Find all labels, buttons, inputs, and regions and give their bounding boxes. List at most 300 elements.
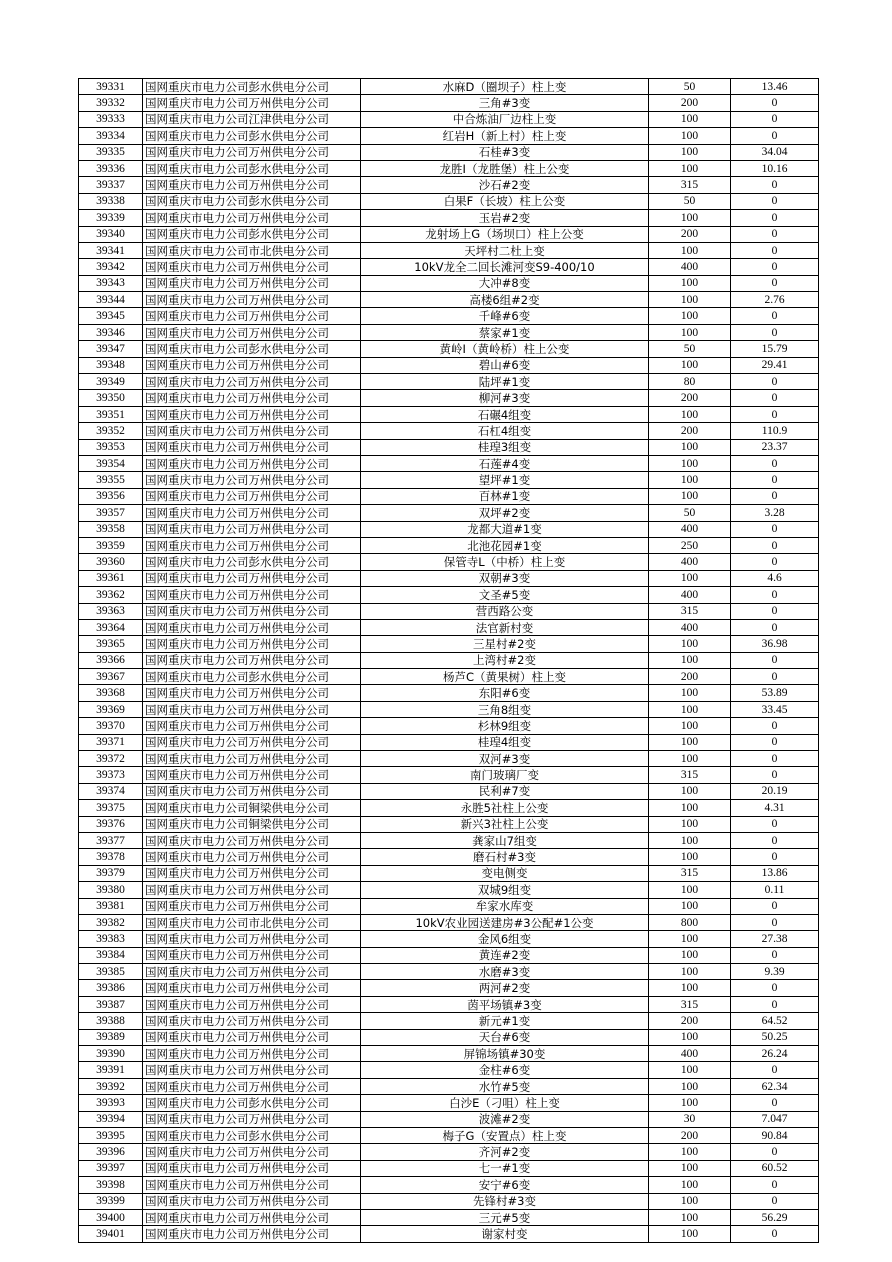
cell-capacity: 100 [649,570,731,586]
cell-id: 39387 [79,996,143,1012]
cell-capacity: 100 [649,455,731,471]
cell-org: 国网重庆市电力公司万州供电分公司 [143,603,361,619]
cell-id: 39356 [79,488,143,504]
cell-name: 营西路公变 [361,603,649,619]
cell-value: 33.45 [731,701,819,717]
cell-org: 国网重庆市电力公司万州供电分公司 [143,1046,361,1062]
cell-id: 39385 [79,964,143,980]
cell-capacity: 200 [649,226,731,242]
cell-value: 29.41 [731,357,819,373]
table-row [79,832,819,848]
cell-name: 永胜5社柱上公变 [361,800,649,816]
table-row [79,1046,819,1062]
table-row [79,1144,819,1160]
cell-capacity: 400 [649,521,731,537]
cell-name: 两河#2变 [361,980,649,996]
cell-capacity: 315 [649,996,731,1012]
cell-capacity: 100 [649,1177,731,1193]
cell-id: 39368 [79,685,143,701]
table-row [79,439,819,455]
cell-name: 杨芦C（黄果树）柱上变 [361,669,649,685]
cell-capacity: 100 [649,324,731,340]
cell-name: 三角#3变 [361,95,649,111]
cell-name: 双朝#3变 [361,570,649,586]
cell-id: 39373 [79,767,143,783]
table-row [79,1078,819,1094]
cell-capacity: 400 [649,619,731,635]
cell-org: 国网重庆市电力公司万州供电分公司 [143,898,361,914]
cell-org: 国网重庆市电力公司市北供电分公司 [143,242,361,258]
cell-capacity: 100 [649,1062,731,1078]
cell-value: 0 [731,226,819,242]
cell-value: 0 [731,1062,819,1078]
cell-id: 39345 [79,308,143,324]
cell-value: 0 [731,832,819,848]
table-row [79,537,819,553]
cell-name: 水磨#3变 [361,964,649,980]
cell-value: 0 [731,406,819,422]
cell-org: 国网重庆市电力公司万州供电分公司 [143,734,361,750]
cell-name: 茵平场镇#3变 [361,996,649,1012]
cell-name: 石碾4组变 [361,406,649,422]
cell-name: 双河#3变 [361,751,649,767]
cell-name: 先锋村#3变 [361,1193,649,1209]
cell-org: 国网重庆市电力公司彭水供电分公司 [143,79,361,95]
cell-name: 沙石#2变 [361,177,649,193]
cell-org: 国网重庆市电力公司万州供电分公司 [143,1193,361,1209]
cell-id: 39335 [79,144,143,160]
cell-capacity: 100 [649,111,731,127]
cell-org: 国网重庆市电力公司万州供电分公司 [143,488,361,504]
cell-id: 39362 [79,587,143,603]
cell-capacity: 100 [649,947,731,963]
cell-capacity: 100 [649,1160,731,1176]
cell-value: 0 [731,324,819,340]
cell-id: 39357 [79,505,143,521]
table-row [79,554,819,570]
cell-id: 39363 [79,603,143,619]
cell-value: 0 [731,1095,819,1111]
cell-id: 39354 [79,455,143,471]
cell-capacity: 200 [649,423,731,439]
table-row [79,1177,819,1193]
table-row [79,964,819,980]
cell-capacity: 200 [649,669,731,685]
cell-id: 39380 [79,882,143,898]
cell-org: 国网重庆市电力公司万州供电分公司 [143,996,361,1012]
cell-capacity: 100 [649,734,731,750]
cell-capacity: 100 [649,636,731,652]
distribution-transformer-table [78,78,819,1243]
cell-org: 国网重庆市电力公司万州供电分公司 [143,455,361,471]
cell-capacity: 315 [649,865,731,881]
cell-value: 0 [731,275,819,291]
cell-org: 国网重庆市电力公司万州供电分公司 [143,1226,361,1242]
cell-id: 39350 [79,390,143,406]
cell-value: 0 [731,390,819,406]
cell-name: 三星村#2变 [361,636,649,652]
cell-capacity: 100 [649,1095,731,1111]
table-row [79,734,819,750]
cell-id: 39353 [79,439,143,455]
cell-capacity: 80 [649,374,731,390]
cell-value: 0 [731,210,819,226]
cell-value: 0 [731,1144,819,1160]
cell-name: 上湾村#2变 [361,652,649,668]
table-row [79,980,819,996]
cell-capacity: 100 [649,849,731,865]
cell-name: 龚家山7组变 [361,832,649,848]
cell-org: 国网重庆市电力公司万州供电分公司 [143,374,361,390]
cell-value: 9.39 [731,964,819,980]
table-row [79,587,819,603]
cell-org: 国网重庆市电力公司万州供电分公司 [143,865,361,881]
cell-capacity: 100 [649,160,731,176]
cell-value: 90.84 [731,1128,819,1144]
cell-name: 桂瑝4组变 [361,734,649,750]
table-row [79,144,819,160]
cell-name: 白沙E（刁咀）柱上变 [361,1095,649,1111]
cell-org: 国网重庆市电力公司彭水供电分公司 [143,160,361,176]
cell-name: 石杠4组变 [361,423,649,439]
cell-id: 39396 [79,1144,143,1160]
cell-id: 39340 [79,226,143,242]
cell-id: 39370 [79,718,143,734]
table-row [79,1111,819,1127]
cell-id: 39359 [79,537,143,553]
cell-value: 50.25 [731,1029,819,1045]
cell-value: 0 [731,554,819,570]
cell-id: 39393 [79,1095,143,1111]
cell-name: 谢家村变 [361,1226,649,1242]
cell-org: 国网重庆市电力公司万州供电分公司 [143,636,361,652]
table-row [79,701,819,717]
table-row [79,947,819,963]
cell-org: 国网重庆市电力公司彭水供电分公司 [143,128,361,144]
table-row [79,374,819,390]
cell-name: 梅子G（安置点）柱上变 [361,1128,649,1144]
cell-org: 国网重庆市电力公司万州供电分公司 [143,931,361,947]
cell-id: 39391 [79,1062,143,1078]
cell-value: 0 [731,1193,819,1209]
cell-name: 龙都大道#1变 [361,521,649,537]
cell-org: 国网重庆市电力公司万州供电分公司 [143,1144,361,1160]
cell-id: 39332 [79,95,143,111]
table-row [79,1013,819,1029]
table-row [79,914,819,930]
cell-value: 4.31 [731,800,819,816]
cell-id: 39379 [79,865,143,881]
cell-name: 东阳#6变 [361,685,649,701]
cell-value: 0 [731,95,819,111]
table-row [79,406,819,422]
cell-value: 53.89 [731,685,819,701]
cell-id: 39369 [79,701,143,717]
table-row [79,619,819,635]
cell-org: 国网重庆市电力公司万州供电分公司 [143,783,361,799]
cell-name: 水麻D（圈坝子）柱上变 [361,79,649,95]
cell-id: 39374 [79,783,143,799]
cell-value: 0 [731,193,819,209]
cell-org: 国网重庆市电力公司彭水供电分公司 [143,1095,361,1111]
cell-value: 0 [731,472,819,488]
cell-org: 国网重庆市电力公司万州供电分公司 [143,652,361,668]
cell-capacity: 400 [649,259,731,275]
cell-name: 南门玻璃厂变 [361,767,649,783]
cell-value: 3.28 [731,505,819,521]
table-row [79,1128,819,1144]
cell-value: 7.047 [731,1111,819,1127]
table-row [79,751,819,767]
cell-value: 64.52 [731,1013,819,1029]
cell-id: 39397 [79,1160,143,1176]
table-row [79,160,819,176]
table-row [79,636,819,652]
cell-org: 国网重庆市电力公司万州供电分公司 [143,423,361,439]
cell-value: 0 [731,259,819,275]
cell-org: 国网重庆市电力公司万州供电分公司 [143,357,361,373]
cell-capacity: 100 [649,275,731,291]
cell-capacity: 400 [649,587,731,603]
cell-id: 39339 [79,210,143,226]
table-row [79,95,819,111]
cell-value: 0 [731,947,819,963]
cell-capacity: 315 [649,603,731,619]
cell-org: 国网重庆市电力公司万州供电分公司 [143,849,361,865]
table-row [79,357,819,373]
cell-id: 39386 [79,980,143,996]
cell-value: 0 [731,177,819,193]
cell-capacity: 100 [649,964,731,980]
cell-name: 民利#7变 [361,783,649,799]
cell-value: 0 [731,308,819,324]
table-row [79,882,819,898]
table-row [79,79,819,95]
cell-name: 白果F（长坡）柱上公变 [361,193,649,209]
cell-name: 天坪村二杜上变 [361,242,649,258]
cell-id: 39377 [79,832,143,848]
cell-value: 13.46 [731,79,819,95]
table-row [79,1209,819,1225]
cell-capacity: 100 [649,1209,731,1225]
cell-org: 国网重庆市电力公司彭水供电分公司 [143,341,361,357]
cell-name: 柳河#3变 [361,390,649,406]
cell-org: 国网重庆市电力公司万州供电分公司 [143,472,361,488]
cell-org: 国网重庆市电力公司万州供电分公司 [143,390,361,406]
cell-name: 百林#1变 [361,488,649,504]
table-row [79,898,819,914]
table-row [79,505,819,521]
table-row [79,1193,819,1209]
cell-value: 0 [731,898,819,914]
cell-capacity: 30 [649,1111,731,1127]
cell-id: 39367 [79,669,143,685]
table-row [79,685,819,701]
cell-org: 国网重庆市电力公司万州供电分公司 [143,521,361,537]
cell-id: 39378 [79,849,143,865]
cell-org: 国网重庆市电力公司万州供电分公司 [143,832,361,848]
cell-capacity: 100 [649,816,731,832]
cell-org: 国网重庆市电力公司万州供电分公司 [143,406,361,422]
cell-org: 国网重庆市电力公司万州供电分公司 [143,95,361,111]
table-row [79,1160,819,1176]
table-row [79,1029,819,1045]
cell-org: 国网重庆市电力公司万州供电分公司 [143,177,361,193]
cell-name: 杉林9组变 [361,718,649,734]
cell-id: 39399 [79,1193,143,1209]
table-row [79,455,819,471]
cell-value: 0 [731,1177,819,1193]
table-row [79,521,819,537]
cell-org: 国网重庆市电力公司万州供电分公司 [143,210,361,226]
cell-org: 国网重庆市电力公司彭水供电分公司 [143,554,361,570]
cell-value: 27.38 [731,931,819,947]
table-row [79,996,819,1012]
cell-value: 0.11 [731,882,819,898]
table-row [79,472,819,488]
cell-id: 39382 [79,914,143,930]
table-row [79,193,819,209]
cell-org: 国网重庆市电力公司万州供电分公司 [143,537,361,553]
cell-id: 39336 [79,160,143,176]
cell-id: 39337 [79,177,143,193]
cell-capacity: 100 [649,751,731,767]
cell-capacity: 400 [649,554,731,570]
cell-id: 39355 [79,472,143,488]
cell-name: 文圣#5变 [361,587,649,603]
cell-id: 39334 [79,128,143,144]
table-row [79,1095,819,1111]
cell-capacity: 100 [649,832,731,848]
cell-capacity: 100 [649,1193,731,1209]
cell-id: 39383 [79,931,143,947]
cell-org: 国网重庆市电力公司万州供电分公司 [143,619,361,635]
cell-org: 国网重庆市电力公司市北供电分公司 [143,914,361,930]
cell-id: 39398 [79,1177,143,1193]
cell-name: 龙射场上G（场坝口）柱上公变 [361,226,649,242]
table-row [79,1226,819,1242]
cell-name: 望坪#1变 [361,472,649,488]
cell-capacity: 100 [649,1078,731,1094]
cell-id: 39361 [79,570,143,586]
cell-org: 国网重庆市电力公司万州供电分公司 [143,292,361,308]
cell-id: 39392 [79,1078,143,1094]
cell-capacity: 100 [649,472,731,488]
cell-name: 保管寺L（中桥）柱上变 [361,554,649,570]
cell-name: 红岩H（新上村）柱上变 [361,128,649,144]
cell-value: 0 [731,587,819,603]
cell-id: 39352 [79,423,143,439]
cell-org: 国网重庆市电力公司万州供电分公司 [143,980,361,996]
cell-org: 国网重庆市电力公司铜梁供电分公司 [143,800,361,816]
cell-org: 国网重庆市电力公司彭水供电分公司 [143,193,361,209]
cell-org: 国网重庆市电力公司万州供电分公司 [143,144,361,160]
cell-name: 双城9组变 [361,882,649,898]
cell-org: 国网重庆市电力公司万州供电分公司 [143,882,361,898]
cell-org: 国网重庆市电力公司万州供电分公司 [143,1160,361,1176]
table-row [79,308,819,324]
cell-value: 2.76 [731,292,819,308]
table-row [79,783,819,799]
cell-value: 0 [731,242,819,258]
cell-name: 新元#1变 [361,1013,649,1029]
cell-id: 39358 [79,521,143,537]
cell-org: 国网重庆市电力公司万州供电分公司 [143,324,361,340]
table-row [79,865,819,881]
table-row [79,816,819,832]
cell-name: 石桂#3变 [361,144,649,160]
cell-name: 陆坪#1变 [361,374,649,390]
cell-value: 62.34 [731,1078,819,1094]
cell-name: 10kV农业园送建房#3公配#1公变 [361,914,649,930]
cell-value: 34.04 [731,144,819,160]
cell-value: 0 [731,914,819,930]
cell-capacity: 100 [649,406,731,422]
cell-name: 磨石村#3变 [361,849,649,865]
cell-name: 碧山#6变 [361,357,649,373]
table-row [79,390,819,406]
cell-value: 0 [731,374,819,390]
cell-id: 39347 [79,341,143,357]
cell-capacity: 100 [649,898,731,914]
cell-name: 黄连#2变 [361,947,649,963]
cell-value: 0 [731,455,819,471]
cell-capacity: 100 [649,292,731,308]
cell-capacity: 100 [649,882,731,898]
table-row [79,259,819,275]
cell-id: 39401 [79,1226,143,1242]
cell-capacity: 315 [649,177,731,193]
cell-id: 39344 [79,292,143,308]
cell-org: 国网重庆市电力公司万州供电分公司 [143,1111,361,1127]
cell-capacity: 100 [649,210,731,226]
table-row [79,718,819,734]
cell-capacity: 100 [649,701,731,717]
cell-name: 大冲#8变 [361,275,649,291]
cell-id: 39388 [79,1013,143,1029]
cell-org: 国网重庆市电力公司铜梁供电分公司 [143,816,361,832]
cell-value: 23.37 [731,439,819,455]
cell-id: 39348 [79,357,143,373]
cell-value: 0 [731,980,819,996]
table-row [79,226,819,242]
cell-name: 桂瑝3组变 [361,439,649,455]
table-row [79,849,819,865]
cell-id: 39375 [79,800,143,816]
table-row [79,488,819,504]
cell-value: 20.19 [731,783,819,799]
cell-capacity: 50 [649,505,731,521]
table-row [79,603,819,619]
cell-value: 13.86 [731,865,819,881]
cell-name: 蔡家#1变 [361,324,649,340]
table-body [79,79,819,1243]
cell-id: 39389 [79,1029,143,1045]
cell-id: 39360 [79,554,143,570]
cell-value: 0 [731,849,819,865]
cell-capacity: 200 [649,390,731,406]
cell-value: 0 [731,488,819,504]
cell-capacity: 100 [649,128,731,144]
cell-id: 39395 [79,1128,143,1144]
cell-name: 波滩#2变 [361,1111,649,1127]
cell-id: 39338 [79,193,143,209]
table-row [79,177,819,193]
cell-id: 39394 [79,1111,143,1127]
cell-name: 屏锦场镇#30变 [361,1046,649,1062]
cell-name: 牟家水库变 [361,898,649,914]
cell-id: 39331 [79,79,143,95]
